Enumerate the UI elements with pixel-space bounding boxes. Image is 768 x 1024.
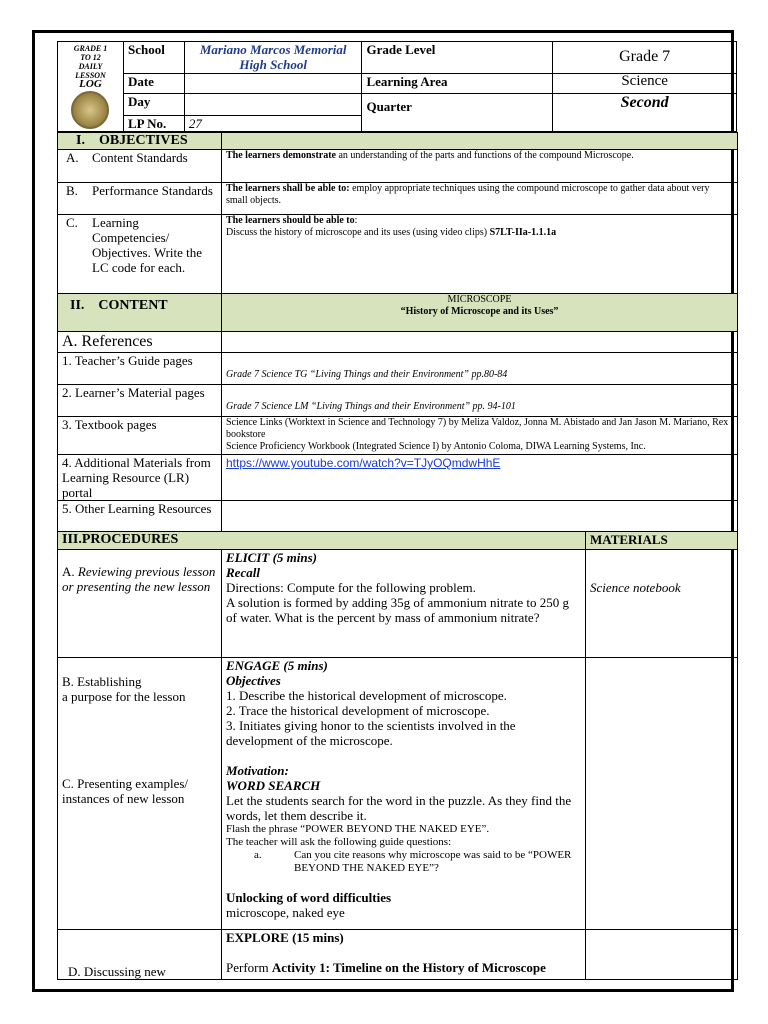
references-heading: A. References bbox=[58, 332, 222, 353]
references-heading-fill bbox=[222, 332, 738, 353]
additional-materials-label: 4. Additional Materials from Learning Resource (LR) portal bbox=[58, 455, 222, 501]
engage-cell: ENGAGE (5 mins) Objectives 1. Describe the historical development of microscope. 2. Trace the historical development of microscope. 3. Initiates giving honor to the scientists involved in the development of the microscope. Motivation: WORD SEARCH Let the students search for the word in the puzzle. As they find the words, let them describe it. Flash the phrase “POWER BEYOND THE NAKED EYE”. The teacher will ask the following guide questions: a. Can you cite reasons why microscope was said to be “POWER BEYOND THE NAKED EYE”? Unlocking of word difficulties microscope, naked eye bbox=[222, 658, 586, 930]
school-seal-logo bbox=[71, 91, 109, 129]
learning-area-label: Learning Area bbox=[362, 74, 553, 94]
school-value: Mariano Marcos Memorial High School bbox=[184, 42, 362, 74]
elicit-cell: ELICIT (5 mins) Recall Directions: Compute for the following problem. A solution is formed by adding 35g of ammonium nitrate to 250 g of water. What is the percent by mass of ammonium nitrate? bbox=[222, 550, 586, 658]
lesson-table bbox=[57, 132, 738, 980]
lp-value: 27 bbox=[184, 116, 362, 132]
procedures-heading: III.PROCEDURES bbox=[58, 532, 586, 550]
performance-standards-text: The learners shall be able to: employ appropriate techniques using the compound microscope to gather data about very small objects. bbox=[222, 183, 738, 215]
grade-level-value: Grade 7 bbox=[553, 42, 737, 74]
establishing-purpose-label: B. Establishing a purpose for the lesson C. Presenting examples/ instances of new lesson bbox=[58, 658, 222, 930]
grade-level-label: Grade Level bbox=[362, 42, 553, 74]
notebook-material: Science notebook bbox=[586, 550, 738, 658]
grade-log-title: GRADE 1 TO 12 DAILY LESSON LOG bbox=[73, 44, 108, 90]
presenting-examples-label: C. Presenting examples/ instances of new lesson bbox=[62, 776, 189, 806]
quarter-label: Quarter bbox=[362, 94, 553, 132]
header-table bbox=[57, 41, 737, 132]
objectives-heading: I. OBJECTIVES bbox=[58, 133, 222, 150]
reviewing-lesson-label: A. Reviewing previous lesson or presenting the new lesson bbox=[58, 550, 222, 658]
day-label: Day bbox=[123, 94, 184, 116]
other-resources-label: 5. Other Learning Resources bbox=[58, 501, 222, 532]
youtube-link[interactable]: https://www.youtube.com/watch?v=TJyOQmdwHhE bbox=[226, 456, 501, 470]
teachers-guide-label: 1. Teacher’s Guide pages bbox=[58, 353, 222, 385]
date-label: Date bbox=[123, 74, 184, 94]
materials-heading: MATERIALS bbox=[586, 532, 738, 550]
school-label: School bbox=[123, 42, 184, 74]
guide-question: Can you cite reasons why microscope was said to be “POWER BEYOND THE NAKED EYE”? bbox=[294, 849, 572, 874]
grade-log-cell bbox=[58, 42, 124, 132]
other-resources-value bbox=[222, 501, 738, 532]
lp-label: LP No. bbox=[123, 116, 184, 132]
explore-cell: EXPLORE (15 mins) Perform Activity 1: Timeline on the History of Microscope bbox=[222, 930, 586, 980]
objectives-heading-fill bbox=[222, 133, 738, 150]
discussing-new-label: D. Discussing new bbox=[58, 930, 222, 980]
learning-competencies-label: C. Learning Competencies/ Objectives. Write the LC code for each. bbox=[58, 215, 222, 294]
learners-material-label: 2. Learner’s Material pages bbox=[58, 385, 222, 417]
explore-materials bbox=[586, 930, 738, 980]
performance-standards-label: B. Performance Standards bbox=[58, 183, 222, 215]
content-standards-label: A. Content Standards bbox=[58, 150, 222, 183]
learning-competencies-text: The learners should be able to: Discuss the history of microscope and its uses (using video clips) S7LT-IIa-1.1.1a bbox=[222, 215, 738, 294]
learners-material-value: Grade 7 Science LM “Living Things and their Environment” pp. 94-101 bbox=[222, 385, 738, 417]
engage-materials bbox=[586, 658, 738, 930]
date-value bbox=[184, 74, 362, 94]
additional-materials-value bbox=[222, 455, 738, 501]
content-standards-text: The learners demonstrate an understanding of the parts and functions of the compound Microscope. bbox=[222, 150, 738, 183]
day-value bbox=[184, 94, 362, 116]
textbook-pages-label: 3. Textbook pages bbox=[58, 417, 222, 455]
quarter-value: Second bbox=[553, 94, 737, 132]
content-heading: II. CONTENT bbox=[58, 294, 222, 332]
learning-area-value: Science bbox=[553, 74, 737, 94]
textbook-pages-value: Science Links (Worktext in Science and Technology 7) by Meliza Valdoz, Jonna M. Abistado and Jan Jason M. Mariano, Rex bookstore Science Proficiency Workbook (Integrated Science I) by Antonio Coloma, DIWA Learning Systems, Inc. bbox=[222, 417, 738, 455]
teachers-guide-value: Grade 7 Science TG “Living Things and their Environment” pp.80-84 bbox=[222, 353, 738, 385]
content-topic: MICROSCOPE “History of Microscope and its Uses” bbox=[222, 294, 738, 332]
